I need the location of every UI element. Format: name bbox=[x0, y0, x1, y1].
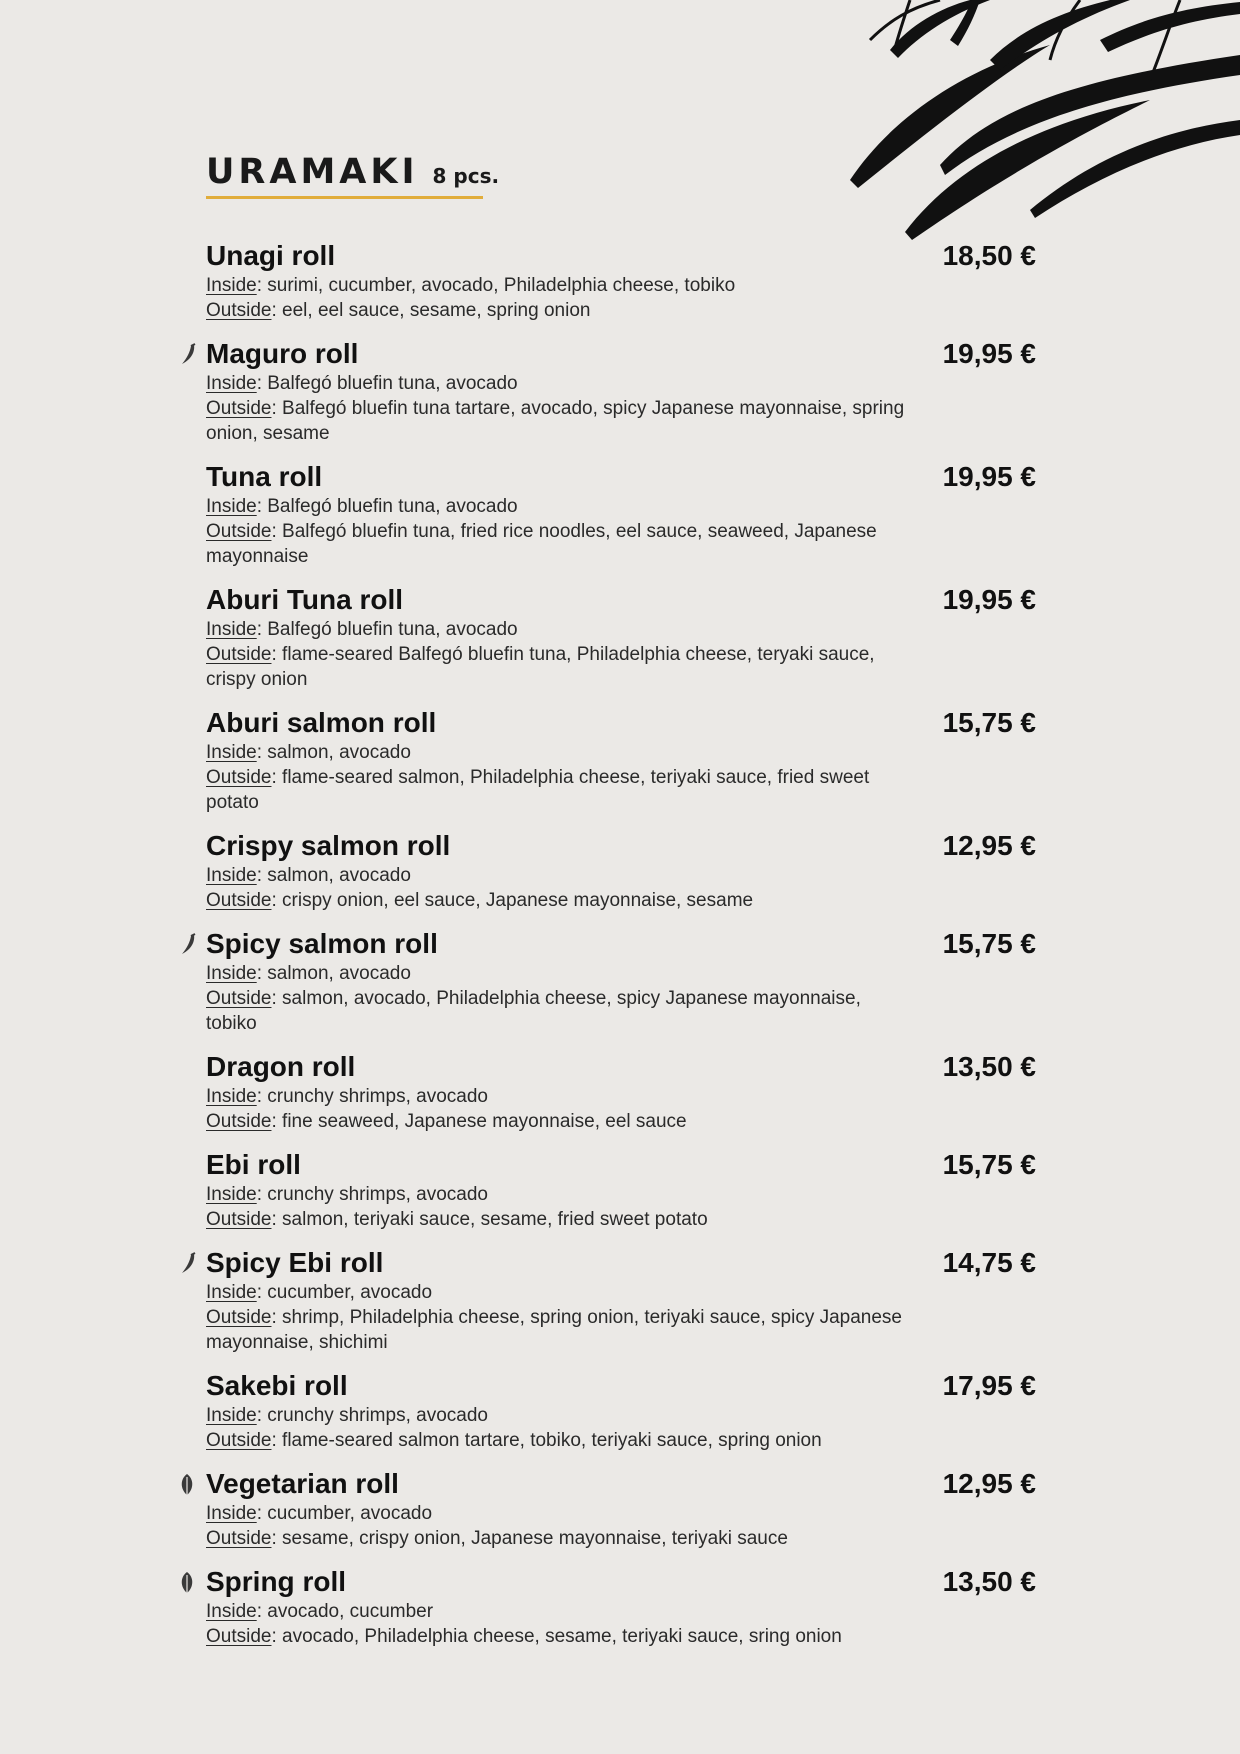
inside-label: Inside bbox=[206, 275, 257, 296]
item-price: 14,75 € bbox=[942, 1247, 1036, 1278]
menu-list bbox=[206, 239, 1036, 1663]
outside-label: Outside bbox=[206, 1209, 272, 1230]
inside-ingredients: : Balfegó bluefin tuna, avocado bbox=[256, 496, 518, 517]
chili-icon bbox=[176, 933, 198, 957]
menu-item bbox=[206, 1050, 1036, 1148]
inside-label: Inside bbox=[206, 1282, 257, 1303]
item-price: 18,50 € bbox=[942, 240, 1036, 271]
item-inside-line bbox=[206, 961, 906, 986]
inside-ingredients: : crunchy shrimps, avocado bbox=[256, 1405, 488, 1426]
item-inside-line bbox=[206, 1280, 906, 1305]
outside-label: Outside bbox=[206, 1111, 272, 1132]
inside-label: Inside bbox=[206, 373, 257, 394]
inside-ingredients: : cucumber, avocado bbox=[256, 1503, 433, 1524]
item-outside-line bbox=[206, 765, 906, 815]
outside-ingredients: : sesame, crispy onion, Japanese mayonnaise, teriyaki sauce bbox=[271, 1528, 788, 1549]
palm-leaf-decoration bbox=[850, 0, 1240, 240]
outside-label: Outside bbox=[206, 1307, 272, 1328]
item-outside-line bbox=[206, 1624, 906, 1649]
inside-label: Inside bbox=[206, 1601, 257, 1622]
inside-ingredients: : salmon, avocado bbox=[256, 742, 411, 763]
item-name: Maguro roll bbox=[206, 338, 359, 369]
item-outside-line bbox=[206, 519, 906, 569]
item-inside-line bbox=[206, 1501, 906, 1526]
item-inside-line bbox=[206, 1599, 906, 1624]
item-outside-line bbox=[206, 1428, 906, 1453]
item-name: Sakebi roll bbox=[206, 1370, 348, 1401]
item-name: Vegetarian roll bbox=[206, 1468, 399, 1499]
item-outside-line bbox=[206, 298, 906, 323]
inside-ingredients: : salmon, avocado bbox=[256, 865, 411, 886]
outside-label: Outside bbox=[206, 767, 272, 788]
inside-label: Inside bbox=[206, 963, 257, 984]
item-inside-line bbox=[206, 371, 906, 396]
outside-label: Outside bbox=[206, 1430, 272, 1451]
outside-ingredients: : eel, eel sauce, sesame, spring onion bbox=[271, 300, 591, 321]
item-inside-line bbox=[206, 1182, 906, 1207]
outside-label: Outside bbox=[206, 1528, 272, 1549]
menu-item bbox=[206, 583, 1036, 706]
item-price: 15,75 € bbox=[942, 707, 1036, 738]
item-name: Aburi salmon roll bbox=[206, 707, 437, 738]
menu-item bbox=[206, 337, 1036, 460]
item-outside-line bbox=[206, 396, 906, 446]
item-outside-line bbox=[206, 642, 906, 692]
inside-ingredients: : surimi, cucumber, avocado, Philadelphia cheese, tobiko bbox=[256, 275, 736, 296]
outside-label: Outside bbox=[206, 644, 272, 665]
item-name: Spring roll bbox=[206, 1566, 346, 1597]
item-name: Ebi roll bbox=[206, 1149, 301, 1180]
item-outside-line bbox=[206, 1109, 906, 1134]
inside-label: Inside bbox=[206, 496, 257, 517]
outside-ingredients: : shrimp, Philadelphia cheese, spring onion, teriyaki sauce, spicy Japanese mayonnaise, shichimi bbox=[206, 1307, 903, 1353]
item-price: 17,95 € bbox=[942, 1370, 1036, 1401]
item-price: 19,95 € bbox=[942, 338, 1036, 369]
item-price: 19,95 € bbox=[942, 584, 1036, 615]
inside-ingredients: : cucumber, avocado bbox=[256, 1282, 433, 1303]
item-inside-line bbox=[206, 1084, 906, 1109]
item-inside-line bbox=[206, 863, 906, 888]
menu-item bbox=[206, 927, 1036, 1050]
item-inside-line bbox=[206, 1403, 906, 1428]
item-name: Spicy Ebi roll bbox=[206, 1247, 384, 1278]
outside-ingredients: : avocado, Philadelphia cheese, sesame, teriyaki sauce, sring onion bbox=[271, 1626, 842, 1647]
outside-label: Outside bbox=[206, 521, 272, 542]
item-outside-line bbox=[206, 986, 906, 1036]
inside-ingredients: : crunchy shrimps, avocado bbox=[256, 1086, 488, 1107]
outside-ingredients: : salmon, avocado, Philadelphia cheese, spicy Japanese mayonnaise, tobiko bbox=[206, 988, 861, 1034]
item-price: 13,50 € bbox=[942, 1566, 1036, 1597]
inside-label: Inside bbox=[206, 1405, 257, 1426]
item-price: 19,95 € bbox=[942, 461, 1036, 492]
section-title: URAMAKI bbox=[206, 152, 419, 192]
item-outside-line bbox=[206, 1526, 906, 1551]
inside-label: Inside bbox=[206, 742, 257, 763]
outside-ingredients: : salmon, teriyaki sauce, sesame, fried sweet potato bbox=[271, 1209, 708, 1230]
inside-label: Inside bbox=[206, 1184, 257, 1205]
outside-ingredients: : flame-seared Balfegó bluefin tuna, Philadelphia cheese, teryaki sauce, crispy onion bbox=[206, 644, 875, 690]
outside-label: Outside bbox=[206, 890, 272, 911]
chili-icon bbox=[176, 343, 198, 367]
outside-ingredients: : flame-seared salmon tartare, tobiko, teriyaki sauce, spring onion bbox=[271, 1430, 822, 1451]
inside-label: Inside bbox=[206, 865, 257, 886]
menu-item bbox=[206, 1467, 1036, 1565]
inside-ingredients: : salmon, avocado bbox=[256, 963, 411, 984]
item-inside-line bbox=[206, 273, 906, 298]
outside-ingredients: : Balfegó bluefin tuna, fried rice noodles, eel sauce, seaweed, Japanese mayonnaise bbox=[206, 521, 877, 567]
item-name: Crispy salmon roll bbox=[206, 830, 451, 861]
leaf-icon bbox=[176, 1473, 198, 1497]
item-outside-line bbox=[206, 1305, 906, 1355]
inside-ingredients: : Balfegó bluefin tuna, avocado bbox=[256, 619, 518, 640]
menu-item bbox=[206, 1369, 1036, 1467]
outside-label: Outside bbox=[206, 300, 272, 321]
outside-label: Outside bbox=[206, 1626, 272, 1647]
inside-label: Inside bbox=[206, 1086, 257, 1107]
item-name: Spicy salmon roll bbox=[206, 928, 438, 959]
item-name: Dragon roll bbox=[206, 1051, 356, 1082]
menu-item bbox=[206, 1148, 1036, 1246]
outside-ingredients: : Balfegó bluefin tuna tartare, avocado, spicy Japanese mayonnaise, spring onion, sesame bbox=[206, 398, 905, 444]
outside-ingredients: : flame-seared salmon, Philadelphia cheese, teriyaki sauce, fried sweet potato bbox=[206, 767, 870, 813]
inside-label: Inside bbox=[206, 619, 257, 640]
item-price: 12,95 € bbox=[942, 1468, 1036, 1499]
outside-ingredients: : fine seaweed, Japanese mayonnaise, eel sauce bbox=[271, 1111, 687, 1132]
menu-item bbox=[206, 460, 1036, 583]
item-price: 13,50 € bbox=[942, 1051, 1036, 1082]
outside-label: Outside bbox=[206, 988, 272, 1009]
item-inside-line bbox=[206, 494, 906, 519]
outside-label: Outside bbox=[206, 398, 272, 419]
inside-label: Inside bbox=[206, 1503, 257, 1524]
leaf-icon bbox=[176, 1571, 198, 1595]
item-outside-line bbox=[206, 1207, 906, 1232]
section-subtitle: 8 pcs. bbox=[432, 164, 500, 188]
item-name: Unagi roll bbox=[206, 240, 336, 271]
item-price: 15,75 € bbox=[942, 928, 1036, 959]
item-inside-line bbox=[206, 740, 906, 765]
menu-item bbox=[206, 706, 1036, 829]
inside-ingredients: : avocado, cucumber bbox=[256, 1601, 434, 1622]
menu-item bbox=[206, 1246, 1036, 1369]
item-outside-line bbox=[206, 888, 906, 913]
item-name: Tuna roll bbox=[206, 461, 323, 492]
inside-ingredients: : Balfegó bluefin tuna, avocado bbox=[256, 373, 518, 394]
item-price: 15,75 € bbox=[942, 1149, 1036, 1180]
item-inside-line bbox=[206, 617, 906, 642]
item-price: 12,95 € bbox=[942, 830, 1036, 861]
section-header bbox=[206, 152, 499, 199]
menu-item bbox=[206, 1565, 1036, 1663]
inside-ingredients: : crunchy shrimps, avocado bbox=[256, 1184, 488, 1205]
title-underline bbox=[206, 196, 483, 199]
chili-icon bbox=[176, 1252, 198, 1276]
menu-item bbox=[206, 829, 1036, 927]
item-name: Aburi Tuna roll bbox=[206, 584, 404, 615]
outside-ingredients: : crispy onion, eel sauce, Japanese mayonnaise, sesame bbox=[271, 890, 754, 911]
menu-item bbox=[206, 239, 1036, 337]
